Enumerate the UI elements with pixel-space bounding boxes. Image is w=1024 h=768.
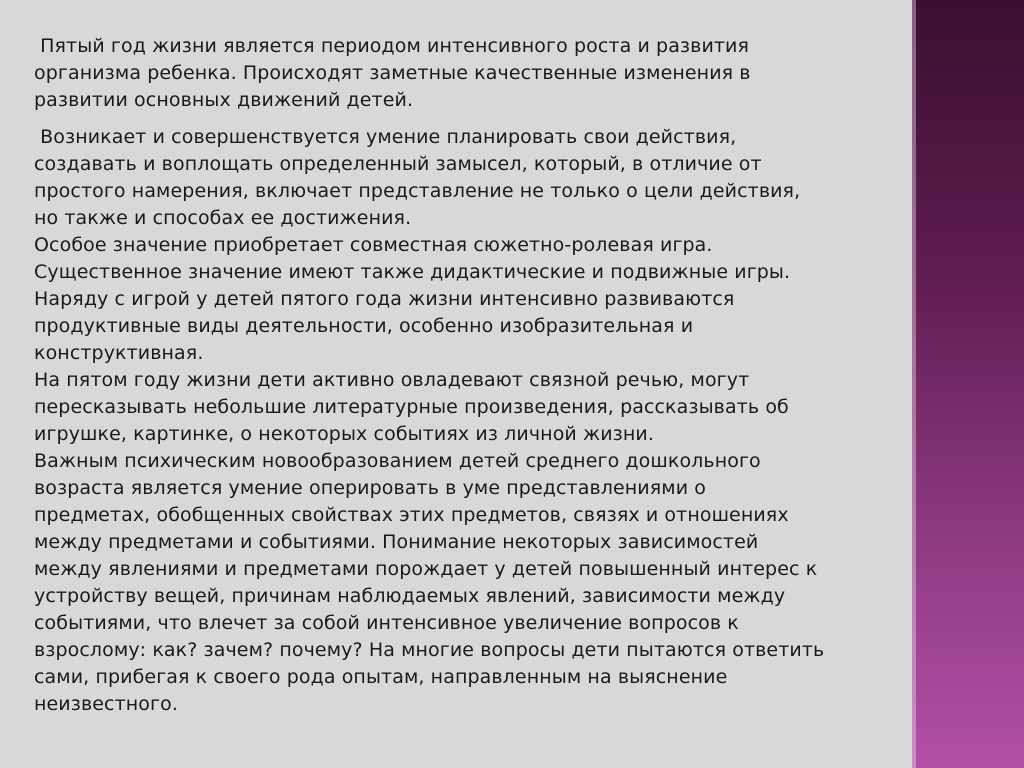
body-text [34,33,902,718]
side-band-edge-line [912,0,916,768]
paragraph-2: Возникает и совершенствуется умение планировать свои действия, создавать и воплощать определенный замысел, который, в отличие от простого намерения, включает представление не только о цели действия, но также и способах ее достижения. [34,126,801,229]
paragraph-6: На пятом году жизни дети активно овладевают связной речью, могут пересказывать небольшие литературные произведения, рассказывать об игрушке, картинке, о некоторых событиях из личной жизни. [34,369,789,445]
paragraph-4: Существенное значение имеют также дидактические и подвижные игры. [34,261,791,283]
paragraph-1: Пятый год жизни является периодом интенсивного роста и развития организма ребенка. Происходят заметные качественные изменения в развитии основных движений детей. [34,35,751,111]
paragraph-3: Особое значение приобретает совместная сюжетно-ролевая игра. [34,234,713,256]
paragraph-5: Наряду с игрой у детей пятого года жизни интенсивно развиваются продуктивные виды деятельности, особенно изобразительная и конструктивная. [34,288,735,364]
decorative-side-band [912,0,1024,768]
paragraph-7: Важным психическим новообразованием детей среднего дошкольного возраста является умение оперировать в уме представлениями о предметах, обобщенных свойствах этих предметов, связях и отношениях между предметами и событиями. Понимание некоторых зависимостей между явлениями и предметами порождает у детей повышенный интерес к устройству вещей, причинам наблюдаемых явлений, зависимости между событиями, что влечет за собой интенсивное увеличение вопросов к взрослому: как? зачем? почему? На многие вопросы дети пытаются ответить сами, прибегая к своего рода опытам, направленным на выяснение неизвестного. [34,450,825,715]
